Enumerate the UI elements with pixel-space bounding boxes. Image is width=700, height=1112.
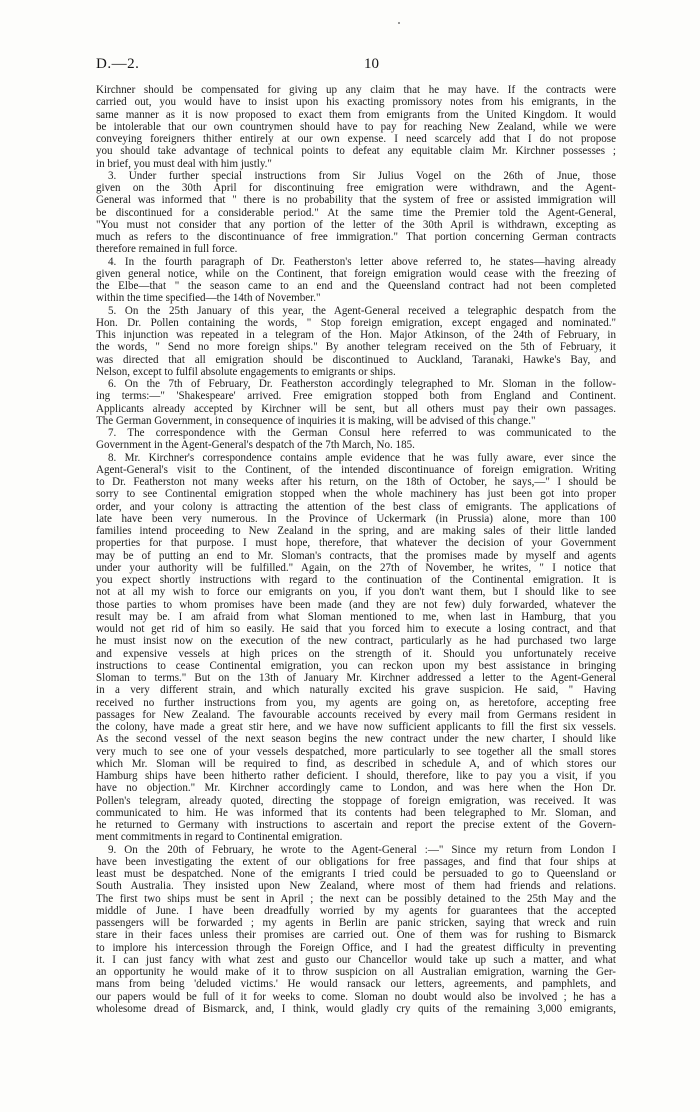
text-line: passengers will be forwarded ; my agents in Berlin are panic stricken, saying that wreck and ruin — [96, 917, 616, 929]
text-line: communicated to him. He was informed that its contents had been telegraphed to Mr. Sloman, and — [96, 806, 616, 819]
text-line: not at all my wish to force our emigrants on you, if you don't want them, but I should like to see — [96, 586, 616, 599]
text-line: Kirchner should be compensated for giving up any claim that he may have. If the contracts were — [96, 84, 616, 96]
text-line: wholesome dread of Bismarck, and, I think, would gladly cry quits of the remaining 3,000 emigrants, — [96, 1002, 616, 1015]
text-line: sorry to see Continental emigration stopped when the whole machinery has just been got into proper — [96, 488, 616, 501]
text-line: 6. On the 7th of February, Dr. Featherston accordingly telegraphed to Mr. Sloman in the follow- — [108, 378, 616, 390]
text-line: late have been very numerous. In the Province of Uckermark (in Prussia) alone, more than 100 — [96, 512, 616, 525]
text-line: given general notice, while on the Continent, that foreign emigration would cease with the freezing of — [96, 267, 616, 280]
text-line: The first two ships must be sent in April ; the next can be possibly detained to the 25th May and the — [96, 892, 616, 905]
text-line: Nelson, except to fulfil absolute engagements to emigrants or ships. — [96, 365, 396, 378]
text-line: the words, " Send no more foreign ships." By another telegram received on the 5th of February, it — [96, 341, 616, 354]
text-line: which Mr. Sloman will be required to find, as described in schedule A, and of which stores our — [96, 757, 616, 770]
text-line: to Dr. Featherston not many weeks after his return, on the 18th of October, he says,—" I should be — [96, 476, 616, 488]
text-line: conveying foreigners thither entirely at our own expense. I need scarcely add that I do not propose — [96, 133, 616, 145]
text-line: ing terms:—" 'Shakespeare' arrived. Free emigration stopped both from England and Continent. — [96, 390, 616, 403]
text-line: families intend proceeding to New Zealand in the spring, and are making sales of their little landed — [96, 525, 616, 537]
text-line: received no further instructions from you, my agents are going on, as heretofore, accepting free — [96, 696, 616, 709]
text-line: mans from being 'deluded victims.' He would ransack our letters, agreements, and pamphlets, and — [96, 978, 616, 991]
text-line: Sloman to terms." But on the 13th of January Mr. Kirchner addressed a letter to the Agent-General — [96, 672, 616, 684]
text-line: "You must not consider that any portion of the letter of the 30th April is withdrawn, excepting as — [96, 218, 616, 231]
text-line: least must be despatched. None of the emigrants I tried could be persuaded to go to Queensland or — [96, 868, 616, 880]
text-line: have no objection." Mr. Kirchner accordingly came to London, and was here when the Hon Dr. — [96, 782, 616, 795]
text-line: be intolerable that our own countrymen should have to pay for reaching New Zealand, while we were — [96, 120, 616, 133]
text-line: the Elbe—that " the season came to an end and the Queensland contract had not been completed — [96, 280, 616, 292]
text-line: stare in their faces unless their promises are carried out. One of them was for rushing to Bismarck — [96, 929, 616, 942]
text-line: This injunction was repeated in a telegram of the Hon. Major Atkinson, of the 24th of February, in — [96, 329, 616, 341]
text-line: As the second vessel of the next season begins the new contract under the new charter, I should like — [96, 733, 616, 746]
text-line: be discontinued for a considerable period." At the same time the Premier told the Agent-General, — [96, 206, 616, 219]
text-line: The German Government, in consequence of inquiries it is making, will be advised of this change." — [96, 414, 536, 427]
text-line: South Australia. They insisted upon New Zealand, where most of them had friends and relations. — [96, 880, 616, 893]
text-line: you expect shortly instructions with regard to the continuation of the Continental emigration. It is — [96, 574, 616, 586]
text-line: our papers would be full of it for weeks to come. Sloman no doubt would also be involved ; he has a — [96, 990, 616, 1003]
section-reference: D.—2. — [96, 56, 140, 72]
text-line: 8. Mr. Kirchner's correspondence contains ample evidence that he was fully aware, ever since the — [108, 451, 616, 464]
text-line: ment commitments in regard to Continental emigration. — [96, 831, 343, 844]
text-line: Hamburg ships have been hitherto rather deficient. I should, therefore, like to pay you a visit, if you — [96, 770, 616, 782]
text-line: carried out, you would have to insist upon his exacting promissory notes from his emigrants, in the — [96, 96, 616, 109]
text-line: Hon. Dr. Pollen containing the words, " Stop foreign emigration, except engaged and nominated." — [96, 316, 616, 329]
text-line: middle of June. I have been dreadfully worried by my agents for guarantees that the accepted — [96, 904, 616, 917]
page-number: 10 — [364, 56, 379, 72]
text-line: was directed that all emigration should be discontinued to Auckland, Taranaki, Hawke's Bay, and — [96, 353, 616, 366]
text-line: 9. On the 20th of February, he wrote to the Agent-General :—" Since my return from London I — [108, 843, 616, 856]
text-line: Government in the Agent-General's despatch of the 7th March, No. 185. — [96, 439, 415, 452]
text-line: he returned to Germany with instructions to ascertain and report the precise extent of the Govern- — [96, 819, 616, 831]
text-line: result may be. I am afraid from what Sloman mentioned to me, when last in Hamburg, that you — [96, 610, 616, 623]
text-line: have been investigating the extent of our obligations for free passages, and find that four ships at — [96, 855, 616, 868]
text-line: within the time specified—the 14th of November." — [96, 292, 321, 305]
text-line: same manner as it is now proposed to exact them from emigrants from the United Kingdom. It would — [96, 108, 616, 121]
text-line: to implore his intercession through the Foreign Office, and I had the greatest difficulty in preventing — [96, 941, 616, 954]
text-line: Agent-General's visit to the Continent, of the intended discontinuance of foreign emigration. Writing — [96, 463, 616, 476]
text-line: he must insist now on the execution of the new contract, particularly as he had purchased two large — [96, 635, 616, 648]
text-line: it. I can just fancy with what zest and gusto our Chancellor would take up such a matter, and what — [96, 953, 616, 966]
text-line: very much to see one of your vessels despatched, more particularly to see together all the small stores — [96, 745, 616, 758]
text-line: General was informed that " there is no probability that the system of free or assisted immigration will — [96, 194, 616, 207]
text-line: Applicants already accepted by Kirchner will be sent, but all others must pay their own passages. — [96, 402, 616, 415]
text-line: and expensive vessels at high prices on the strength of it. Should you unfortunately receive — [96, 647, 616, 660]
text-line: under your authority will be fulfilled." Again, on the 27th of November, he writes, " I notice that — [96, 561, 616, 574]
text-line: those parties to whom promises have been made (and they are not few) duly forwarded, whatever the — [96, 598, 616, 611]
text-line: 7. The correspondence with the German Consul here referred to was communicated to the — [108, 427, 616, 439]
text-line: an opportunity he would make of it to throw suspicion on all Australian emigration, warning the Ger- — [96, 966, 616, 978]
text-line: would not get rid of him so easily. He said that you forced him to execute a losing contract, and that — [96, 623, 616, 635]
text-line: 4. In the fourth paragraph of Dr. Featherston's letter above referred to, he states—having already — [108, 255, 616, 268]
body-text — [96, 84, 616, 1015]
text-line: passages for New Zealand. The favourable accounts received by every mail from Germans resident in — [96, 708, 616, 721]
text-line: 5. On the 25th January of this year, the Agent-General received a telegraphic despatch from the — [108, 304, 616, 317]
text-line: given on the 30th April for discontinuing free emigration were withdrawn, and the Agent- — [96, 182, 616, 194]
text-line: instructions to cease Continental emigration, you can reckon upon my best assistance in bringing — [96, 659, 616, 672]
text-line: therefore remained in full force. — [96, 243, 238, 256]
text-line: you should take advantage of technical points to defeat any equitable claim Mr. Kirchner possesses ; — [96, 145, 616, 158]
text-line: the colony, have made a great stir here, and we have now sufficient applicants to fill the first six vessels. — [96, 721, 616, 733]
page-speck — [398, 22, 400, 24]
text-line: much as refers to the discontinuance of free immigration." That portion concerning German contracts — [96, 231, 616, 243]
text-line: properties for that purpose. I must hope, therefore, that whatever the decision of your Government — [96, 537, 616, 550]
text-line: in a very different strain, and which naturally excited his grave suspicion. He said, " Having — [96, 684, 616, 697]
text-line: Pollen's telegram, already quoted, directing the stoppage of foreign emigration, was received. It was — [96, 794, 616, 807]
text-line: may be of putting an end to Mr. Sloman's contracts, that the promises made by myself and agents — [96, 549, 616, 562]
text-line: 3. Under further special instructions from Sir Julius Vogel on the 26th of Jnue, those — [108, 169, 616, 182]
text-line: in brief, you must deal with him justly." — [96, 157, 272, 170]
text-line: order, and your colony is attracting the attention of the best class of emigrants. The applications of — [96, 500, 616, 513]
